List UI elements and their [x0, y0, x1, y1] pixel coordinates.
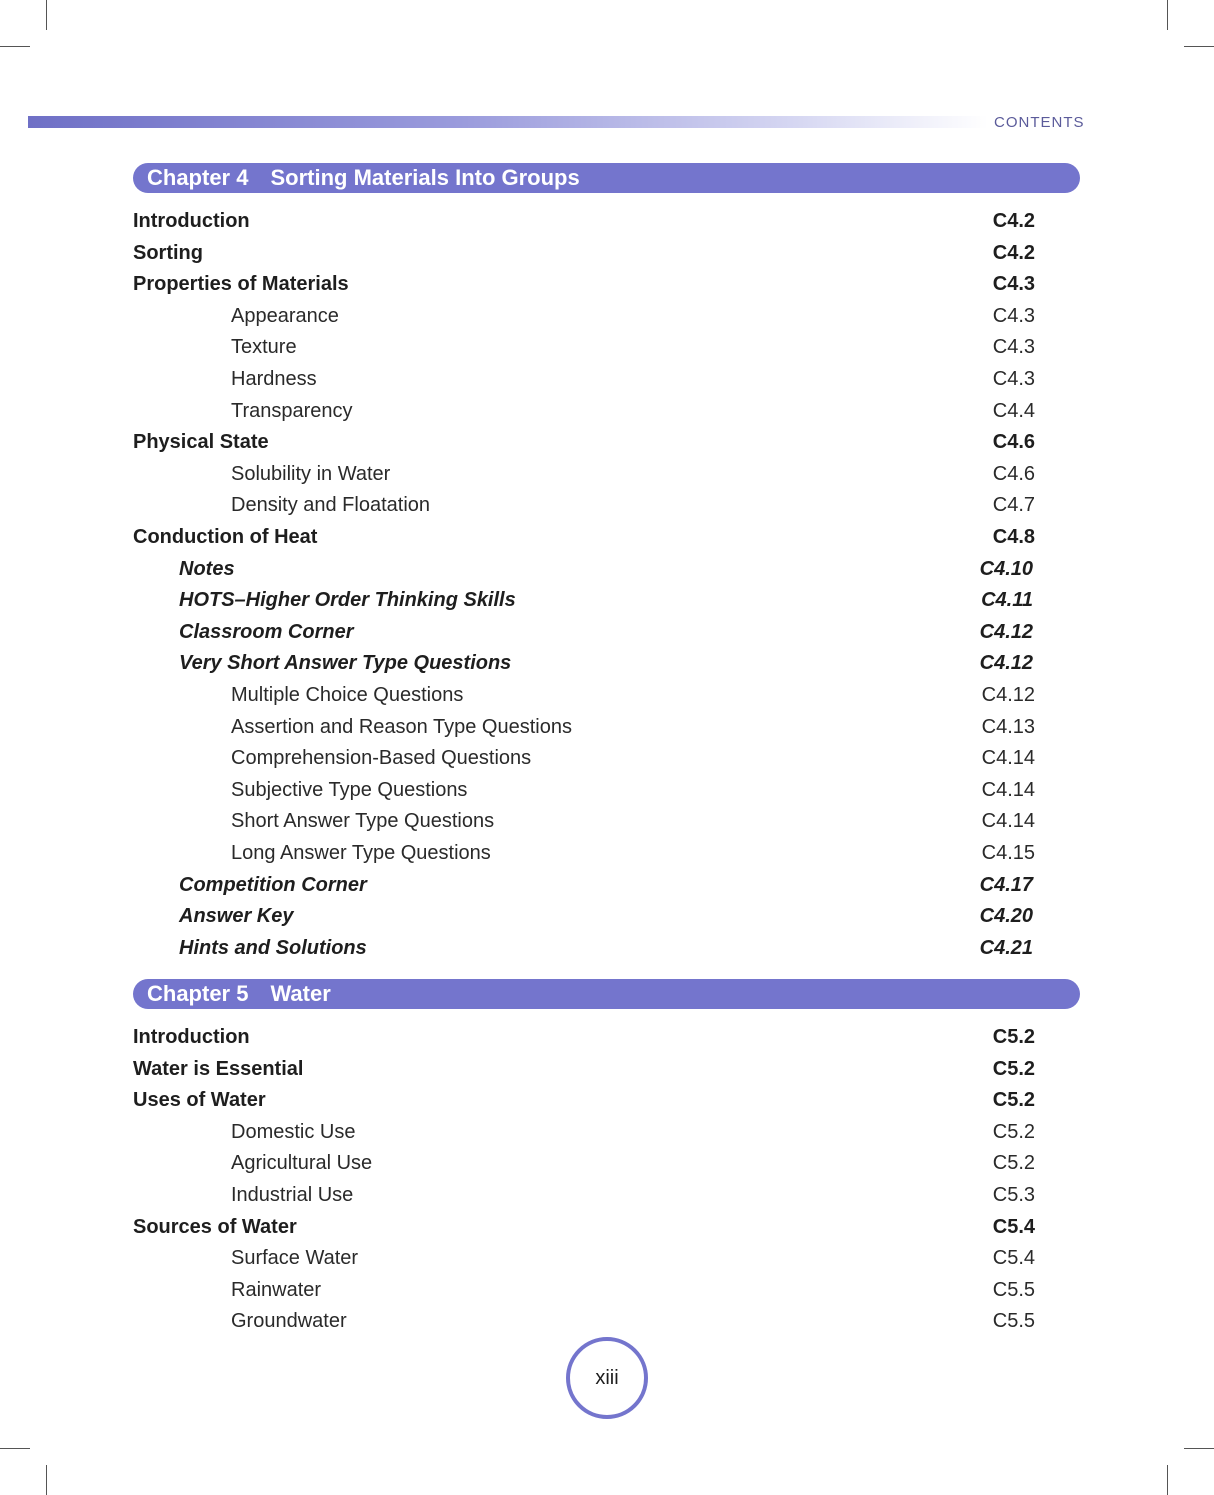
toc-entry-label: Classroom Corner — [179, 620, 354, 643]
toc-entry[interactable] — [133, 1054, 1035, 1084]
toc-entry-page: C4.17 — [979, 873, 1033, 896]
toc-entry[interactable] — [133, 490, 1035, 520]
toc-entry-page: C4.7 — [992, 494, 1035, 517]
toc-entry-label: Introduction — [133, 1026, 250, 1048]
toc-entry-page: C4.4 — [992, 399, 1035, 422]
page-number-badge — [566, 1337, 648, 1419]
toc-entry-label: Groundwater — [231, 1310, 347, 1333]
toc-entry[interactable] — [133, 522, 1035, 552]
crop-mark — [46, 1465, 47, 1495]
crop-mark — [0, 46, 30, 47]
toc-entry-label: Rainwater — [231, 1278, 322, 1301]
toc-entry-label: Assertion and Reason Type Questions — [231, 715, 572, 738]
toc-entry-label: Conduction of Heat — [133, 526, 318, 548]
toc-entry-label: Density and Floatation — [231, 494, 431, 517]
toc-entry-label: Properties of Materials — [133, 273, 349, 296]
toc-entry-label: Answer Key — [179, 905, 294, 928]
toc-entry[interactable] — [133, 1275, 1035, 1305]
toc-entry-page: C5.3 — [992, 1184, 1035, 1206]
toc-entry-page: C5.2 — [992, 1026, 1035, 1048]
toc-entry-label: Physical State — [133, 431, 269, 454]
toc-entry-page: C4.6 — [992, 462, 1035, 485]
toc-entry-page: C4.14 — [981, 778, 1035, 801]
toc-entry[interactable] — [133, 1180, 1035, 1210]
toc-entry-label: Comprehension-Based Questions — [231, 747, 532, 770]
toc-entry-page: C4.10 — [979, 557, 1033, 580]
toc-entry-page: C4.13 — [981, 715, 1035, 738]
toc-entry-label: Sources of Water — [133, 1215, 297, 1238]
toc-entry[interactable] — [133, 238, 1035, 268]
toc-entry-page: C5.5 — [992, 1310, 1035, 1333]
toc-entry-page: C4.12 — [979, 652, 1033, 675]
toc-entry-label: Hints and Solutions — [179, 936, 367, 959]
chapter-title: Sorting Materials Into Groups — [270, 165, 580, 190]
toc-entry[interactable] — [133, 1117, 1035, 1147]
toc-entry-label: Competition Corner — [179, 873, 367, 896]
toc-entry-page: C4.12 — [981, 684, 1035, 706]
chapter-heading — [133, 979, 1080, 1009]
crop-mark — [1167, 0, 1168, 30]
toc-entry-page: C4.15 — [981, 842, 1035, 864]
toc-entry-page: C4.21 — [979, 936, 1033, 959]
toc-entry[interactable] — [133, 743, 1035, 773]
toc-entry-label: Introduction — [133, 210, 250, 232]
toc-entry[interactable] — [133, 396, 1035, 426]
toc-entry-page: C5.2 — [992, 1120, 1035, 1143]
toc-entry[interactable] — [133, 332, 1035, 362]
toc-entry[interactable] — [133, 1085, 1035, 1115]
toc-entry[interactable] — [133, 1148, 1035, 1178]
toc-entry[interactable] — [133, 1306, 1035, 1336]
crop-mark — [46, 0, 47, 30]
toc-entry[interactable] — [133, 301, 1035, 331]
toc-entry-label: Industrial Use — [231, 1184, 354, 1206]
toc-entry[interactable] — [133, 585, 1035, 615]
toc-entry-label: Long Answer Type Questions — [231, 842, 491, 864]
toc-entry-label: Agricultural Use — [231, 1152, 373, 1175]
toc-entry-label: Domestic Use — [231, 1120, 356, 1143]
toc-entry[interactable] — [133, 1022, 1035, 1052]
toc-entry-label: Sorting — [133, 241, 203, 264]
toc-entry-page: C4.20 — [979, 905, 1033, 928]
toc-entry[interactable] — [133, 427, 1035, 457]
crop-mark — [1167, 1465, 1168, 1495]
toc-entry[interactable] — [133, 648, 1035, 678]
toc-entry[interactable] — [133, 775, 1035, 805]
toc-entry-label: Solubility in Water — [231, 462, 391, 485]
toc-entry-label: HOTS–Higher Order Thinking Skills — [179, 589, 516, 612]
chapter-number: Chapter 5 — [147, 981, 249, 1006]
toc-entry-label: Very Short Answer Type Questions — [179, 652, 512, 675]
toc-entry-page: C4.2 — [992, 210, 1035, 232]
toc-entry[interactable] — [133, 617, 1035, 647]
toc-entry-page: C4.3 — [992, 273, 1035, 296]
toc-entry-page: C5.4 — [992, 1215, 1035, 1238]
crop-mark — [1184, 1448, 1214, 1449]
toc-entry-page: C4.8 — [992, 526, 1035, 548]
header-gradient-bar — [28, 116, 988, 128]
toc-entry-label: Subjective Type Questions — [231, 778, 468, 801]
toc-entry-label: Transparency — [231, 399, 353, 422]
toc-entry[interactable] — [133, 806, 1035, 836]
toc-entry-label: Uses of Water — [133, 1089, 266, 1112]
toc-entry[interactable] — [133, 838, 1035, 868]
toc-entry[interactable] — [133, 933, 1035, 963]
toc-entry[interactable] — [133, 680, 1035, 710]
toc-entry[interactable] — [133, 269, 1035, 299]
toc-entry[interactable] — [133, 554, 1035, 584]
toc-entry-page: C4.3 — [992, 368, 1035, 390]
toc-entry-label: Water is Essential — [133, 1057, 304, 1080]
toc-entry-page: C4.3 — [992, 336, 1035, 359]
section-label: CONTENTS — [994, 114, 1085, 131]
toc-entry-page: C4.11 — [981, 589, 1033, 612]
toc-entry-label: Multiple Choice Questions — [231, 684, 464, 706]
chapter-heading — [133, 163, 1080, 193]
toc-entry-page: C5.2 — [992, 1057, 1035, 1080]
toc-entry-label: Surface Water — [231, 1247, 359, 1270]
toc-entry-label: Hardness — [231, 368, 317, 390]
toc-entry-page: C4.12 — [979, 620, 1033, 643]
crop-mark — [1184, 46, 1214, 47]
toc-entry-label: Notes — [179, 557, 235, 580]
toc-entry-page: C4.6 — [992, 431, 1035, 454]
chapter-number: Chapter 4 — [147, 165, 249, 190]
toc-entry[interactable] — [133, 1212, 1035, 1242]
toc-entry[interactable] — [133, 206, 1035, 236]
toc-entry-page: C5.5 — [992, 1278, 1035, 1301]
toc-entry[interactable] — [133, 901, 1035, 931]
toc-entry-page: C5.4 — [992, 1247, 1035, 1270]
toc-entry-label: Texture — [231, 336, 297, 359]
toc-entry-page: C5.2 — [992, 1152, 1035, 1175]
toc-entry-label: Appearance — [231, 304, 339, 327]
toc-entry-page: C4.2 — [992, 241, 1035, 264]
toc-entry[interactable] — [133, 459, 1035, 489]
toc-entry-page: C4.14 — [981, 810, 1035, 833]
toc-entry[interactable] — [133, 1243, 1035, 1273]
page-number: xiii — [595, 1367, 619, 1389]
toc-entry[interactable] — [133, 364, 1035, 394]
toc-entry-page: C4.14 — [981, 747, 1035, 770]
toc-entry-page: C5.2 — [992, 1089, 1035, 1112]
toc-entry-page: C4.3 — [992, 304, 1035, 327]
chapter-title: Water — [270, 981, 331, 1006]
toc-entry-label: Short Answer Type Questions — [231, 810, 495, 833]
toc-entry[interactable] — [133, 712, 1035, 742]
toc-entry[interactable] — [133, 870, 1035, 900]
crop-mark — [0, 1448, 30, 1449]
